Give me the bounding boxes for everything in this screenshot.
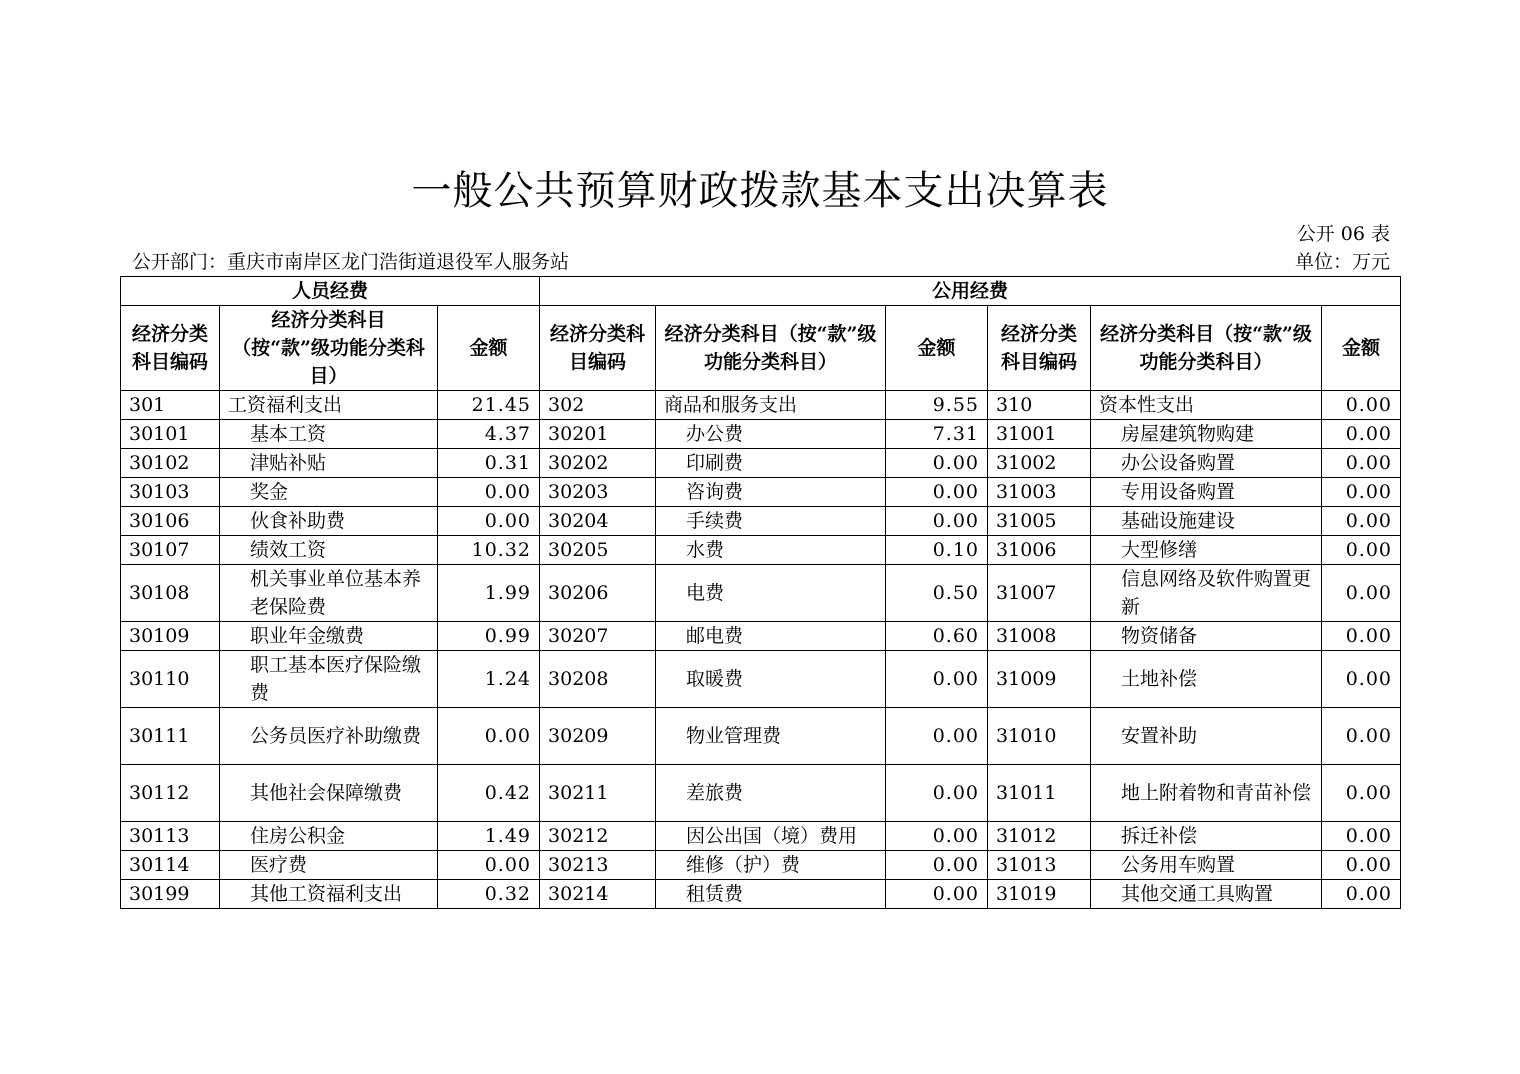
name-cell: 大型修缮 <box>1091 536 1322 565</box>
name-cell: 拆迁补偿 <box>1091 822 1322 851</box>
name-cell: 地上附着物和青苗补偿 <box>1091 765 1322 822</box>
name-cell: 其他交通工具购置 <box>1091 880 1322 909</box>
code-cell: 30108 <box>121 565 220 622</box>
code-cell: 31008 <box>988 622 1091 651</box>
amount-cell: 0.00 <box>1322 622 1401 651</box>
amount-cell: 0.00 <box>886 507 988 536</box>
code-cell: 30214 <box>540 880 656 909</box>
amount-cell: 1.24 <box>438 651 540 708</box>
name-cell: 邮电费 <box>656 622 886 651</box>
code-cell: 30211 <box>540 765 656 822</box>
code-cell: 30112 <box>121 765 220 822</box>
name-cell: 土地补偿 <box>1091 651 1322 708</box>
amount-cell: 0.00 <box>886 851 988 880</box>
name-cell: 取暖费 <box>656 651 886 708</box>
code-cell: 31002 <box>988 449 1091 478</box>
table-row <box>121 449 1401 478</box>
code-cell: 30103 <box>121 478 220 507</box>
table-row <box>121 536 1401 565</box>
amount-cell: 0.99 <box>438 622 540 651</box>
name-cell: 其他工资福利支出 <box>220 880 438 909</box>
unit-label: 单位：万元 <box>1294 251 1390 273</box>
name-cell: 办公费 <box>656 420 886 449</box>
name-cell: 手续费 <box>656 507 886 536</box>
name-cell: 咨询费 <box>656 478 886 507</box>
code-cell: 30206 <box>540 565 656 622</box>
table-row <box>121 880 1401 909</box>
amount-cell: 1.49 <box>438 822 540 851</box>
name-cell: 医疗费 <box>220 851 438 880</box>
table-row <box>121 651 1401 708</box>
code-cell: 31001 <box>988 420 1091 449</box>
name-cell: 绩效工资 <box>220 536 438 565</box>
code-cell: 31003 <box>988 478 1091 507</box>
code-cell: 30114 <box>121 851 220 880</box>
code-cell: 30204 <box>540 507 656 536</box>
amount-cell: 0.00 <box>438 708 540 765</box>
amount-cell: 4.37 <box>438 420 540 449</box>
table-body <box>121 391 1401 909</box>
code-cell: 30113 <box>121 822 220 851</box>
name-cell: 资本性支出 <box>1091 391 1322 420</box>
code-cell: 30111 <box>121 708 220 765</box>
amount-cell: 0.00 <box>1322 536 1401 565</box>
amount-cell: 0.00 <box>886 449 988 478</box>
code-cell: 30207 <box>540 622 656 651</box>
amount-cell: 0.00 <box>1322 651 1401 708</box>
name-cell: 津贴补贴 <box>220 449 438 478</box>
name-cell: 因公出国（境）费用 <box>656 822 886 851</box>
group-personnel: 人员经费 <box>121 277 540 306</box>
header-code: 经济分类科目编码 <box>121 306 220 391</box>
code-cell: 30212 <box>540 822 656 851</box>
name-cell: 印刷费 <box>656 449 886 478</box>
header-amount: 金额 <box>1322 306 1401 391</box>
amount-cell: 0.42 <box>438 765 540 822</box>
amount-cell: 0.00 <box>1322 420 1401 449</box>
code-cell: 30101 <box>121 420 220 449</box>
name-cell: 物业管理费 <box>656 708 886 765</box>
amount-cell: 0.00 <box>886 708 988 765</box>
amount-cell: 0.00 <box>438 478 540 507</box>
name-cell: 工资福利支出 <box>220 391 438 420</box>
name-cell: 机关事业单位基本养老保险费 <box>220 565 438 622</box>
header-code: 经济分类科目编码 <box>988 306 1091 391</box>
name-cell: 公务员医疗补助缴费 <box>220 708 438 765</box>
code-cell: 30102 <box>121 449 220 478</box>
name-cell: 职工基本医疗保险缴费 <box>220 651 438 708</box>
code-cell: 30109 <box>121 622 220 651</box>
amount-cell: 0.00 <box>886 651 988 708</box>
amount-cell: 0.60 <box>886 622 988 651</box>
code-cell: 302 <box>540 391 656 420</box>
expenditure-table <box>120 276 1401 909</box>
amount-cell: 0.10 <box>886 536 988 565</box>
amount-cell: 0.00 <box>886 478 988 507</box>
table-number: 公开 06 表 <box>1296 223 1390 245</box>
name-cell: 水费 <box>656 536 886 565</box>
amount-cell: 0.00 <box>1322 565 1401 622</box>
header-name: 经济分类科目（按“款”级功能分类科目） <box>1091 306 1322 391</box>
table-row <box>121 851 1401 880</box>
amount-cell: 9.55 <box>886 391 988 420</box>
table-row <box>121 708 1401 765</box>
table-row <box>121 565 1401 622</box>
table-row <box>121 507 1401 536</box>
code-cell: 30201 <box>540 420 656 449</box>
name-cell: 专用设备购置 <box>1091 478 1322 507</box>
name-cell: 租赁费 <box>656 880 886 909</box>
amount-cell: 1.99 <box>438 565 540 622</box>
header-amount: 金额 <box>886 306 988 391</box>
code-cell: 31009 <box>988 651 1091 708</box>
department-label: 公开部门：重庆市南岸区龙门浩街道退役军人服务站 <box>132 251 570 273</box>
name-cell: 办公设备购置 <box>1091 449 1322 478</box>
name-cell: 信息网络及软件购置更新 <box>1091 565 1322 622</box>
code-cell: 31005 <box>988 507 1091 536</box>
name-cell: 公务用车购置 <box>1091 851 1322 880</box>
code-cell: 30107 <box>121 536 220 565</box>
code-cell: 31013 <box>988 851 1091 880</box>
code-cell: 31007 <box>988 565 1091 622</box>
amount-cell: 0.00 <box>1322 851 1401 880</box>
amount-cell: 0.00 <box>1322 507 1401 536</box>
amount-cell: 0.00 <box>1322 391 1401 420</box>
name-cell: 差旅费 <box>656 765 886 822</box>
header-amount: 金额 <box>438 306 540 391</box>
table-row <box>121 765 1401 822</box>
name-cell: 住房公积金 <box>220 822 438 851</box>
code-cell: 30202 <box>540 449 656 478</box>
name-cell: 基础设施建设 <box>1091 507 1322 536</box>
code-cell: 31010 <box>988 708 1091 765</box>
amount-cell: 0.00 <box>1322 708 1401 765</box>
group-public: 公用经费 <box>540 277 1401 306</box>
amount-cell: 0.00 <box>886 822 988 851</box>
table-row <box>121 420 1401 449</box>
header-code: 经济分类科目编码 <box>540 306 656 391</box>
code-cell: 30213 <box>540 851 656 880</box>
name-cell: 物资储备 <box>1091 622 1322 651</box>
amount-cell: 0.31 <box>438 449 540 478</box>
name-cell: 伙食补助费 <box>220 507 438 536</box>
code-cell: 30209 <box>540 708 656 765</box>
header-name: 经济分类科目（按“款”级功能分类科目） <box>220 306 438 391</box>
table-row <box>121 822 1401 851</box>
amount-cell: 0.00 <box>438 851 540 880</box>
amount-cell: 0.00 <box>1322 880 1401 909</box>
code-cell: 30203 <box>540 478 656 507</box>
table-row <box>121 391 1401 420</box>
amount-cell: 0.00 <box>438 507 540 536</box>
code-cell: 31012 <box>988 822 1091 851</box>
amount-cell: 10.32 <box>438 536 540 565</box>
amount-cell: 0.00 <box>886 765 988 822</box>
table-row <box>121 622 1401 651</box>
amount-cell: 0.50 <box>886 565 988 622</box>
name-cell: 房屋建筑物购建 <box>1091 420 1322 449</box>
amount-cell: 0.00 <box>1322 478 1401 507</box>
amount-cell: 0.00 <box>1322 765 1401 822</box>
amount-cell: 0.00 <box>1322 822 1401 851</box>
code-cell: 31011 <box>988 765 1091 822</box>
amount-cell: 21.45 <box>438 391 540 420</box>
name-cell: 职业年金缴费 <box>220 622 438 651</box>
amount-cell: 0.00 <box>1322 449 1401 478</box>
code-cell: 30199 <box>121 880 220 909</box>
code-cell: 310 <box>988 391 1091 420</box>
name-cell: 电费 <box>656 565 886 622</box>
name-cell: 基本工资 <box>220 420 438 449</box>
name-cell: 其他社会保障缴费 <box>220 765 438 822</box>
name-cell: 安置补助 <box>1091 708 1322 765</box>
code-cell: 301 <box>121 391 220 420</box>
code-cell: 30110 <box>121 651 220 708</box>
amount-cell: 7.31 <box>886 420 988 449</box>
code-cell: 31006 <box>988 536 1091 565</box>
name-cell: 奖金 <box>220 478 438 507</box>
table-row <box>121 478 1401 507</box>
amount-cell: 0.00 <box>886 880 988 909</box>
name-cell: 维修（护）费 <box>656 851 886 880</box>
page-title: 一般公共预算财政拨款基本支出决算表 <box>411 168 1109 214</box>
code-cell: 30205 <box>540 536 656 565</box>
amount-cell: 0.32 <box>438 880 540 909</box>
name-cell: 商品和服务支出 <box>656 391 886 420</box>
header-name: 经济分类科目（按“款”级功能分类科目） <box>656 306 886 391</box>
code-cell: 30106 <box>121 507 220 536</box>
code-cell: 31019 <box>988 880 1091 909</box>
code-cell: 30208 <box>540 651 656 708</box>
